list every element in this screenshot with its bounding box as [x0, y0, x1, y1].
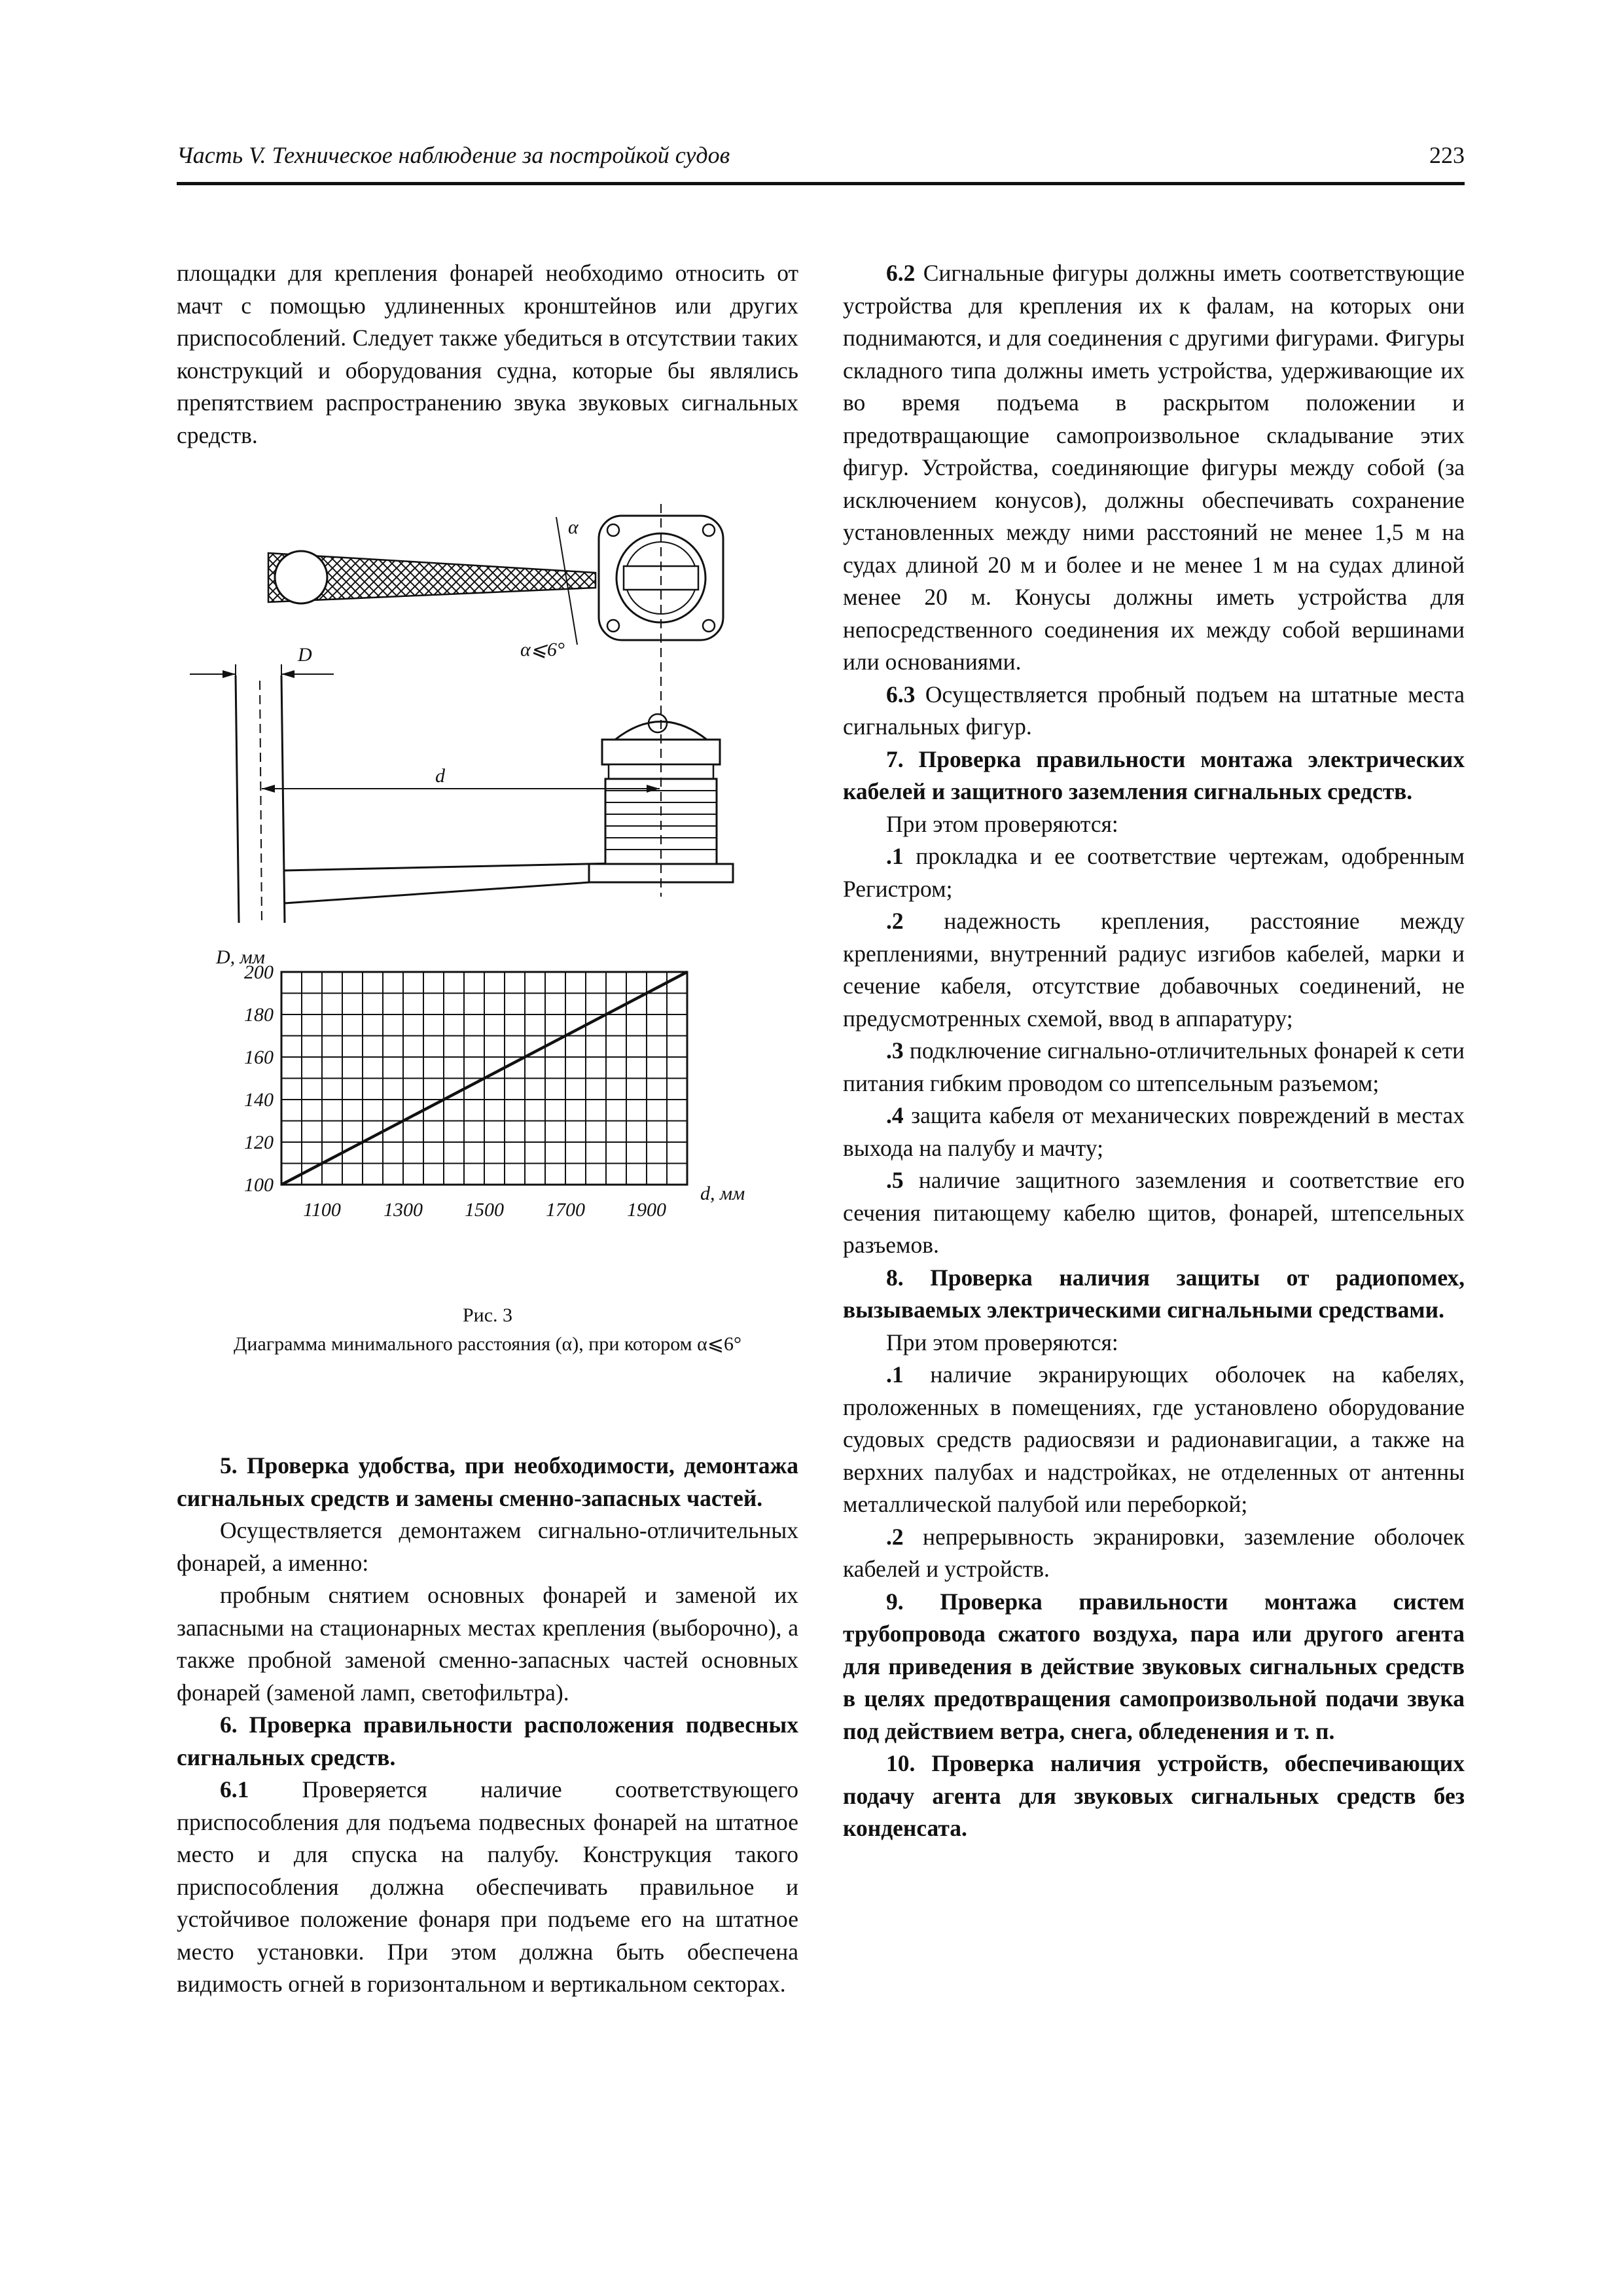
paragraph: пробным снятием основных фонарей и заменой их запасными на стационарных местах крепления (выборочно), а также пробной заменой сменно-запасных частей основных фонарей (заменой ламп, светофильтра).	[177, 1582, 798, 1706]
x-tick-label: 1500	[465, 1199, 504, 1221]
paragraph: Осуществляется демонтажем сигнально-отличительных фонарей, а именно:	[177, 1517, 798, 1576]
item-number: .3	[886, 1037, 904, 1064]
figure-number: Рис. 3	[462, 1304, 513, 1326]
alpha-condition-label: α⩽6°	[520, 639, 565, 660]
item-number: .1	[886, 1361, 904, 1388]
item-text: наличие экранирующих оболочек на кабелях, проложенных в помещениях, где установлено оборудование судовых средств радиосвязи и радионавигации, а также на верхних палубах и надстройках, не отделенных от антенны металлической палубой или переборкой;	[843, 1361, 1465, 1517]
distance-label: d	[435, 765, 445, 787]
figure-caption-text: Диаграмма минимального расстояния (α), при котором α⩽6°	[233, 1333, 742, 1355]
clause-number: 6.3	[886, 681, 916, 708]
x-tick-label: 1700	[546, 1199, 585, 1221]
clause-text: Проверяется наличие соответствующего приспособления для подъема подвесных фонарей на штатное место и для спуска на палубу. Конструкция такого приспособления должна обеспечивать правильное и устойчивое положение фонаря при подъеме его на штатное место установки. При этом должна быть обеспечена видимость огней в горизонтальном и вертикальном секторах.	[177, 1776, 798, 1997]
item-number: .5	[886, 1167, 904, 1193]
lantern-plan-view	[599, 504, 723, 720]
figure-caption	[177, 1301, 798, 1359]
y-tick-label: 140	[244, 1089, 274, 1111]
x-tick-label: 1900	[627, 1199, 666, 1221]
y-tick-label: 120	[244, 1132, 274, 1153]
figure-3	[177, 504, 798, 1381]
section-6-heading: 6. Проверка правильности расположения подвесных сигнальных средств.	[177, 1712, 798, 1770]
y-tick-label: 160	[244, 1047, 274, 1068]
lantern-elevation	[589, 714, 733, 897]
section-10-heading: 10. Проверка наличия устройств, обеспечивающих подачу агента для звуковых сигнальных средств без конденсата.	[843, 1750, 1465, 1841]
y-tick-label: 100	[244, 1174, 274, 1196]
clause-number: 6.1	[220, 1776, 249, 1803]
item-number: .4	[886, 1102, 904, 1128]
page-number: 223	[1429, 142, 1465, 168]
y-tick-label: 200	[244, 961, 274, 983]
mast	[190, 664, 334, 923]
clause-number: 6.2	[886, 260, 916, 286]
item-text: защита кабеля от механических повреждений в местах выхода на палубу и мачту;	[843, 1102, 1465, 1161]
paragraph-6-3	[843, 679, 1465, 744]
distance-dimension	[262, 785, 660, 793]
x-tick-label: 1300	[383, 1199, 423, 1221]
paragraph-6-2	[843, 257, 1465, 679]
x-axis-label: d, мм	[700, 1183, 745, 1204]
item-number: .2	[886, 1523, 904, 1550]
clause-text: Сигнальные фигуры должны иметь соответствующие устройства для крепления их к фалам, на которых они поднимаются, и для соединения с другими фигурами. Фигуры складного типа должны иметь устройства, удерживающие их во время подъема в раскрытом положении и предотвращающие самопроизвольное складывание этих фигур. Устройства, соединяющие фигуры между собой (за исключением конусов), должны обеспечивать сохранение установленных между ними расстояний не менее 1,5 м на судах длиной 20 м и более и не менее 1 м на судах длиной менее 20 м. Конусы должны иметь устройства для непосредственного соединения их между собой вершинами или основаниями.	[843, 260, 1465, 675]
section-9-heading: 9. Проверка правильности монтажа систем трубопровода сжатого воздуха, пара или другого агента для приведения в действие звуковых сигнальных средств в целях предотвращения самопроизвольной подачи звука под действием ветра, снега, обледенения и т. п.	[843, 1588, 1465, 1744]
mast-diameter-label: D	[298, 644, 312, 666]
item-text: непрерывность экранировки, заземление оболочек кабелей и устройств.	[843, 1523, 1465, 1582]
left-column-lower	[177, 1450, 798, 2001]
section-5-heading: 5. Проверка удобства, при необходимости, демонтажа сигнальных средств и замены сменно-запасных частей.	[177, 1452, 798, 1511]
figure-drawing	[177, 504, 798, 1302]
section-7-heading: 7. Проверка правильности монтажа электрических кабелей и защитного заземления сигнальных средств.	[843, 745, 1465, 804]
x-tick-label: 1100	[303, 1199, 341, 1221]
sound-cone	[268, 517, 596, 645]
list-item	[843, 1035, 1465, 1100]
paragraph: При этом проверяются:	[886, 810, 1118, 837]
right-column	[843, 257, 1465, 1845]
list-item	[843, 1100, 1465, 1164]
left-column-top	[177, 257, 798, 452]
alpha-label: α	[568, 516, 579, 538]
paragraph: площадки для крепления фонарей необходимо относить от мачт с помощью удлиненных кронштейнов или других приспособлений. Следует также убедиться в отсутствии таких конструкций и оборудования судна, которые бы являлись препятствием распространению звука звуковых сигнальных средств.	[177, 260, 798, 448]
paragraph-6-1	[177, 1774, 798, 2001]
item-text: прокладка и ее соответствие чертежам, одобренным Регистром;	[843, 843, 1465, 902]
running-header	[177, 139, 1465, 185]
running-title: Часть V. Техническое наблюдение за постройкой судов	[177, 142, 730, 168]
list-item	[843, 1164, 1465, 1262]
list-item	[843, 905, 1465, 1035]
y-axis-label: D, мм	[216, 946, 265, 968]
item-number: .2	[886, 908, 904, 934]
y-tick-label: 180	[244, 1004, 274, 1026]
item-number: .1	[886, 843, 904, 869]
list-item	[843, 1521, 1465, 1586]
section-8-heading: 8. Проверка наличия защиты от радиопомех, вызываемых электрическими сигнальными средствами.	[843, 1264, 1465, 1323]
nomogram-chart	[244, 961, 687, 1221]
clause-text: Осуществляется пробный подъем на штатные места сигнальных фигур.	[843, 681, 1465, 740]
item-text: надежность крепления, расстояние между креплениями, внутренний радиус изгибов кабелей, марки и сечение кабеля, отсутствие добавочных соединений, не предусмотренных схемой, ввод в аппаратуру;	[843, 908, 1465, 1031]
list-item	[843, 1359, 1465, 1521]
item-text: подключение сигнально-отличительных фонарей к сети питания гибким проводом со штепсельным разъемом;	[843, 1037, 1465, 1096]
item-text: наличие защитного заземления и соответствие его сечения питающему кабелю щитов, фонарей, штепсельных разъемов.	[843, 1167, 1465, 1258]
list-item	[843, 840, 1465, 905]
paragraph: При этом проверяются:	[886, 1329, 1118, 1355]
